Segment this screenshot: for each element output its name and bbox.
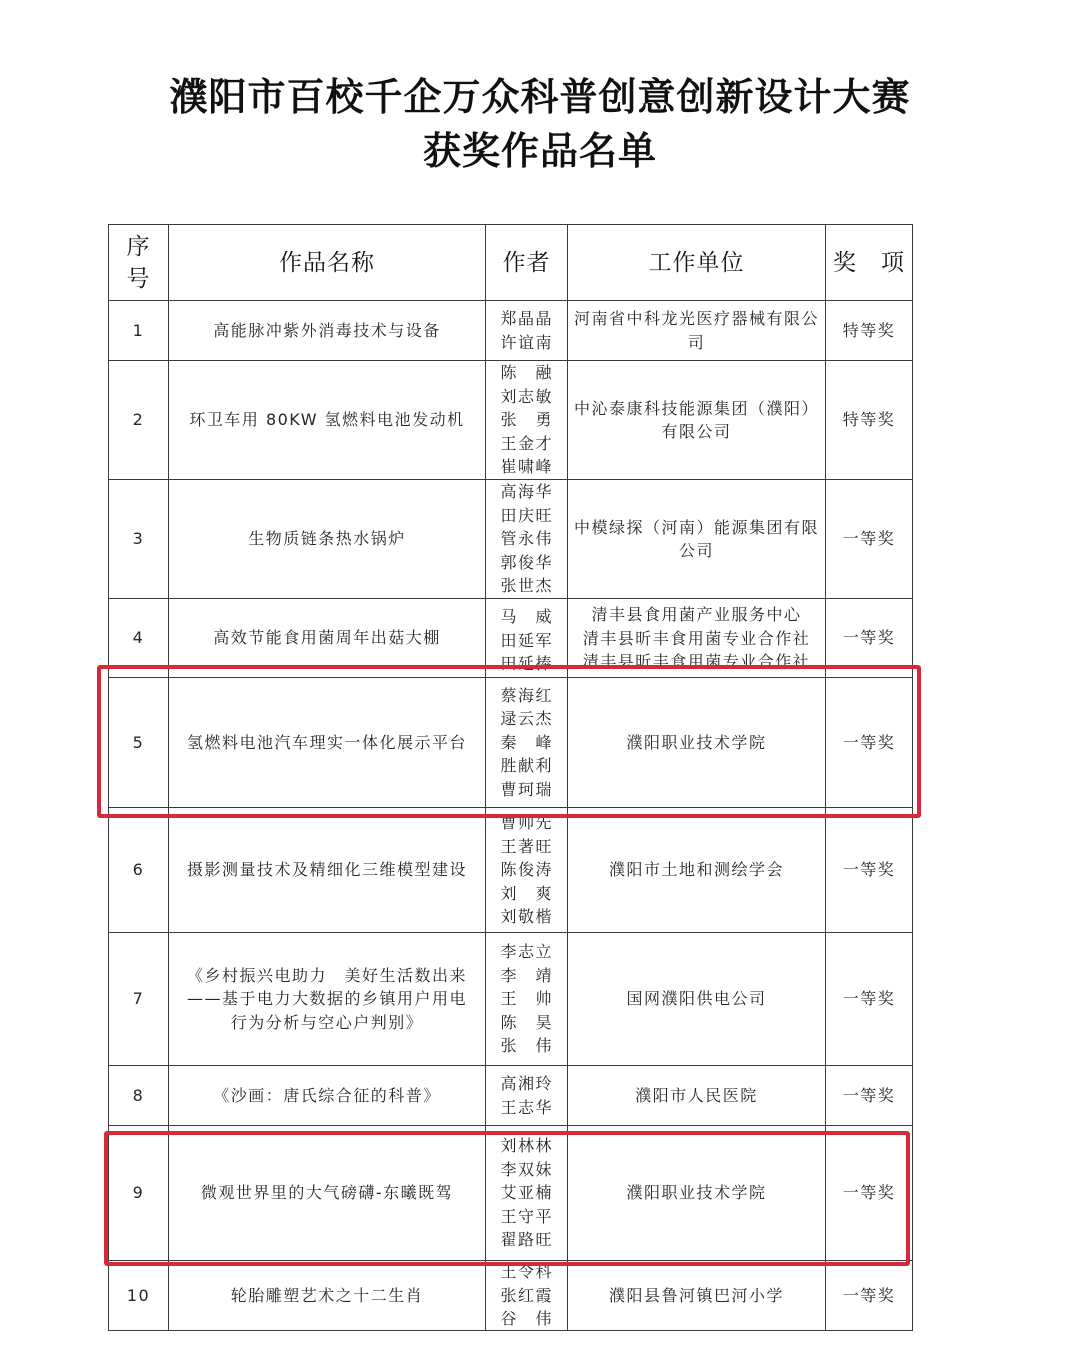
author-name: 田延捧 — [500, 654, 554, 673]
author-name: 曹帅先 — [500, 813, 554, 832]
author-name: 李双妹 — [500, 1159, 554, 1179]
row-award: 一等奖 — [826, 678, 913, 808]
row-award: 特等奖 — [826, 361, 913, 480]
author-name: 郭俊华 — [500, 552, 554, 572]
author-name: 逯云杰 — [500, 709, 554, 729]
row-index: 3 — [109, 480, 169, 599]
row-award: 一等奖 — [826, 1126, 913, 1261]
row-work: 氢燃料电池汽车理实一体化展示平台 — [169, 678, 486, 808]
table-row — [109, 933, 913, 1066]
row-work: 轮胎雕塑艺术之十二生肖 — [169, 1261, 486, 1331]
author-name: 高海华 — [500, 482, 554, 502]
document-title-line1: 濮阳市百校千企万众科普创意创新设计大赛 — [169, 75, 911, 119]
author-name: 崔啸峰 — [500, 457, 554, 477]
row-org: 濮阳县鲁河镇巴河小学 — [568, 1261, 826, 1331]
row-index: 10 — [109, 1261, 169, 1331]
author-name: 刘敬楷 — [500, 907, 554, 926]
author-name: 张 伟 — [500, 1036, 554, 1056]
header-org: 工作单位 — [568, 225, 826, 301]
row-authors — [486, 361, 568, 480]
row-work: 《沙画：唐氏综合征的科普》 — [169, 1066, 486, 1126]
author-name: 管永伟 — [500, 529, 554, 549]
author-name: 李 靖 — [500, 965, 554, 985]
table-row — [109, 1066, 913, 1126]
row-org: 濮阳市人民医院 — [568, 1066, 826, 1126]
document-title-line2: 获奖作品名单 — [422, 129, 657, 173]
author-name: 谷 伟 — [500, 1309, 554, 1329]
row-index: 8 — [109, 1066, 169, 1126]
row-org: 河南省中科龙光医疗器械有限公司 — [568, 301, 826, 361]
row-index: 1 — [109, 301, 169, 361]
author-name: 蔡海红 — [500, 685, 554, 705]
row-work: 《乡村振兴电助力 美好生活数出来——基于电力大数据的乡镇用户用电行为分析与空心户判别》 — [169, 933, 486, 1066]
author-name: 陈 昊 — [500, 1012, 554, 1032]
row-org: 中沁泰康科技能源集团（濮阳）有限公司 — [568, 361, 826, 480]
author-name: 田延军 — [500, 630, 554, 650]
row-index: 4 — [109, 599, 169, 678]
author-name: 王金才 — [500, 433, 554, 453]
row-authors — [486, 301, 568, 361]
author-name: 田庆旺 — [500, 505, 554, 525]
row-index: 6 — [109, 808, 169, 933]
author-name: 马 威 — [500, 607, 554, 626]
table-row — [109, 808, 913, 933]
table-row — [109, 301, 913, 361]
author-name: 张世杰 — [500, 576, 554, 596]
author-name: 刘 爽 — [500, 883, 554, 903]
row-index: 7 — [109, 933, 169, 1066]
row-award: 一等奖 — [826, 480, 913, 599]
author-name: 李志立 — [500, 942, 554, 962]
author-name: 郑晶晶 — [500, 309, 554, 328]
author-name: 陈 融 — [500, 363, 554, 383]
author-name: 高湘玲 — [500, 1074, 554, 1093]
row-org: 濮阳职业技术学院 — [568, 1126, 826, 1261]
author-name: 王 帅 — [500, 989, 554, 1009]
row-work: 环卫车用 80KW 氢燃料电池发动机 — [169, 361, 486, 480]
row-work: 高能脉冲紫外消毒技术与设备 — [169, 301, 486, 361]
highlight-box-row-5 — [97, 665, 921, 818]
row-work: 微观世界里的大气磅礴-东曦既驾 — [169, 1126, 486, 1261]
row-org: 中模绿探（河南）能源集团有限公司 — [568, 480, 826, 599]
row-award: 一等奖 — [826, 1066, 913, 1126]
header-award: 奖 项 — [826, 225, 913, 301]
row-award: 特等奖 — [826, 301, 913, 361]
row-work: 高效节能食用菌周年出菇大棚 — [169, 599, 486, 678]
table-row — [109, 480, 913, 599]
author-name: 张 勇 — [500, 410, 554, 430]
author-name: 胜献利 — [500, 756, 554, 776]
author-name: 许谊南 — [500, 332, 554, 352]
row-org: 濮阳市土地和测绘学会 — [568, 808, 826, 933]
author-name: 艾亚楠 — [500, 1183, 554, 1203]
row-org: 清丰县食用菌产业服务中心 清丰县昕丰食用菌专业合作社 清丰县昕丰食用菌专业合作社 — [568, 599, 826, 678]
author-name: 王守平 — [500, 1206, 554, 1226]
author-name: 刘志敏 — [500, 386, 554, 406]
row-authors — [486, 480, 568, 599]
row-work: 生物质链条热水锅炉 — [169, 480, 486, 599]
row-award: 一等奖 — [826, 599, 913, 678]
author-name: 王志华 — [500, 1097, 554, 1117]
row-authors — [486, 1261, 568, 1331]
table-row — [109, 1261, 913, 1331]
row-org: 濮阳职业技术学院 — [568, 678, 826, 808]
row-award: 一等奖 — [826, 1261, 913, 1331]
header-work: 作品名称 — [169, 225, 486, 301]
author-name: 陈俊涛 — [500, 860, 554, 879]
row-authors — [486, 1066, 568, 1126]
author-name: 翟路旺 — [500, 1230, 554, 1250]
highlight-box-row-9 — [104, 1131, 910, 1266]
row-index: 9 — [109, 1126, 169, 1261]
author-name: 王著旺 — [500, 836, 554, 856]
table-row — [109, 361, 913, 480]
row-work: 摄影测量技术及精细化三维模型建设 — [169, 808, 486, 933]
author-name: 曹珂瑞 — [500, 779, 554, 799]
row-authors — [486, 808, 568, 933]
row-org: 国网濮阳供电公司 — [568, 933, 826, 1066]
header-index: 序号 — [109, 225, 169, 301]
author-name: 王令科 — [500, 1262, 554, 1282]
author-name: 张红霞 — [500, 1285, 554, 1305]
author-name: 刘林林 — [500, 1136, 554, 1156]
header-author: 作者 — [486, 225, 568, 301]
author-name: 秦 峰 — [500, 732, 554, 752]
row-index: 5 — [109, 678, 169, 808]
row-award: 一等奖 — [826, 933, 913, 1066]
row-award: 一等奖 — [826, 808, 913, 933]
row-authors — [486, 933, 568, 1066]
row-index: 2 — [109, 361, 169, 480]
table-header-row — [109, 225, 913, 301]
